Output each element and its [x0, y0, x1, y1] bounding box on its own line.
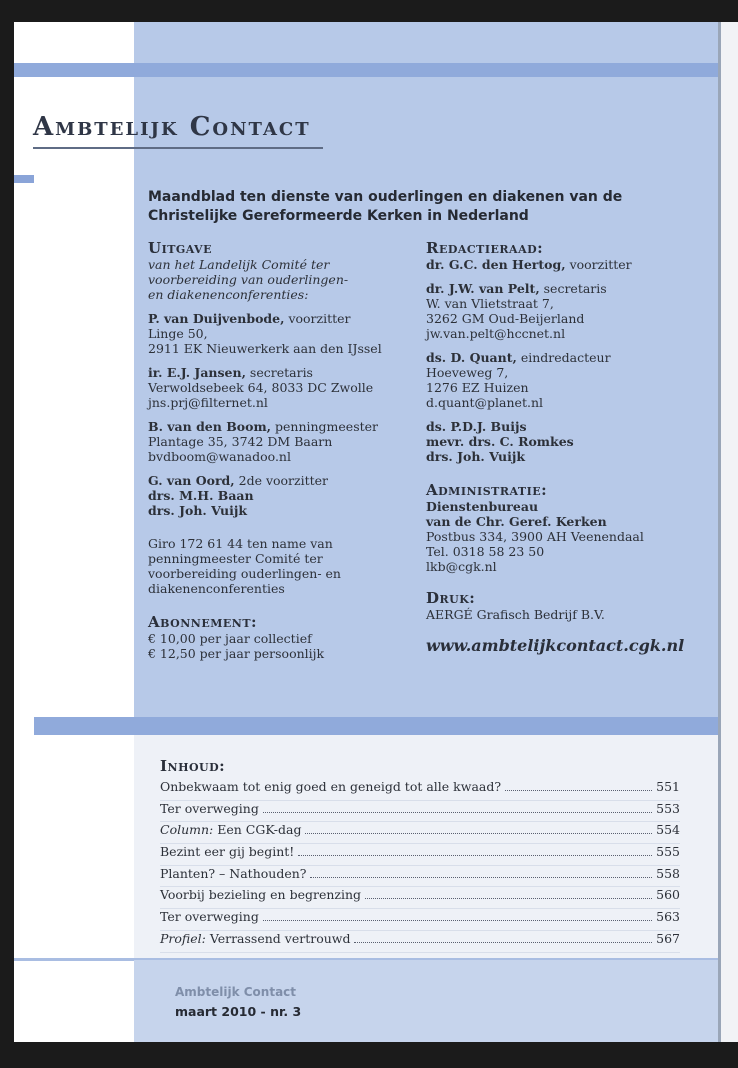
item-prefix: Column:	[160, 822, 214, 838]
item-page: 560	[656, 887, 680, 903]
member-name: G. van Oord,	[148, 473, 235, 488]
member-name: dr. J.W. van Pelt,	[426, 281, 540, 296]
address-line: Postbus 334, 3900 AH Veenendaal	[426, 529, 644, 544]
address-line: Linge 50,	[148, 326, 208, 341]
member-block	[148, 311, 406, 356]
redactieraad-heading: Redactieraad:	[426, 239, 544, 257]
item-title: Ter overweging	[160, 800, 259, 816]
next-page-edge	[721, 22, 738, 1042]
abonnement-heading: Abonnement:	[148, 613, 258, 631]
contents-item[interactable]	[160, 822, 680, 844]
member-role: voorzitter	[284, 311, 351, 326]
member-block	[426, 350, 716, 410]
footer-title: Ambtelijk Contact	[175, 985, 297, 999]
item-prefix: Profiel:	[160, 930, 206, 946]
contents-item[interactable]	[160, 909, 680, 931]
organization-name: van de Chr. Geref. Kerken	[426, 514, 607, 529]
contents-item[interactable]	[160, 887, 680, 909]
subtitle-line: Maandblad ten dienste van ouderlingen en diakenen van de	[148, 189, 623, 205]
address-line: Verwoldsebeek 64, 8033 DC Zwolle	[148, 380, 374, 395]
contents-list	[160, 779, 680, 953]
abonnement-section	[148, 614, 406, 661]
item-page: 567	[656, 930, 680, 946]
uitgave-intro	[148, 257, 406, 302]
member-block	[426, 281, 716, 341]
contents-item[interactable]	[160, 779, 680, 801]
intro-line: van het Landelijk Comité ter	[148, 257, 330, 272]
member-role: eindredacteur	[516, 350, 611, 365]
contents-item[interactable]	[160, 866, 680, 888]
giro-line: penningmeester Comité ter	[148, 551, 323, 566]
item-title: Ter overweging	[160, 909, 259, 925]
member-name: dr. G.C. den Hertog,	[426, 257, 566, 272]
address-line: W. van Vlietstraat 7,	[426, 296, 554, 311]
member-name: drs. Joh. Vuijk	[426, 449, 526, 464]
member-name: mevr. drs. C. Romkes	[426, 434, 574, 449]
dot-leader	[310, 877, 652, 878]
member-block	[148, 365, 406, 410]
email-link[interactable]: jns.prj@filternet.nl	[148, 395, 268, 410]
dot-leader	[263, 920, 652, 921]
druk-heading: Druk:	[426, 589, 476, 607]
email-link[interactable]: bvdboom@wanadoo.nl	[148, 449, 291, 464]
contents-item[interactable]	[160, 801, 680, 823]
member-name: drs. M.H. Baan	[148, 488, 254, 503]
contents-item[interactable]	[160, 931, 680, 953]
administratie-heading: Administratie:	[426, 481, 548, 499]
scan-border-bottom	[0, 1042, 738, 1068]
member-block	[148, 473, 406, 518]
masthead-title: Ambtelijk Contact	[33, 112, 311, 142]
giro-text	[148, 536, 406, 596]
price-line: € 10,00 per jaar collectief	[148, 631, 312, 646]
member-block	[426, 419, 716, 464]
address-line: 2911 EK Nieuwerkerk aan den IJssel	[148, 341, 382, 356]
member-name: ds. D. Quant,	[426, 350, 517, 365]
subtitle	[148, 188, 708, 226]
item-title: Voorbij bezieling en begrenzing	[160, 887, 362, 903]
item-title: Onbekwaam tot enig goed en geneigd tot alle kwaad?	[160, 779, 502, 794]
giro-line: Giro 172 61 44 ten name van	[148, 536, 333, 551]
item-page: 551	[656, 779, 680, 794]
address-line: Plantage 35, 3742 DM Baarn	[148, 434, 333, 449]
item-page: 554	[656, 822, 680, 838]
scan-border-left	[0, 0, 14, 1068]
address-line: 3262 GM Oud-Beijerland	[426, 311, 585, 326]
printer-line: AERGÉ Grafisch Bedrijf B.V.	[426, 607, 605, 622]
member-name: ds. P.D.J. Buijs	[426, 419, 527, 434]
item-title: Bezint eer gij begint!	[160, 844, 295, 860]
member-role: secretaris	[245, 365, 313, 380]
member-name: B. van den Boom,	[148, 419, 272, 434]
item-page: 563	[656, 909, 680, 925]
right-column	[426, 240, 716, 656]
member-role: 2de voorzitter	[234, 473, 329, 488]
dot-leader	[505, 790, 652, 791]
member-block	[148, 419, 406, 464]
dot-leader	[365, 898, 652, 899]
left-column	[148, 240, 406, 661]
giro-line: voorbereiding ouderlingen- en	[148, 566, 341, 581]
item-page: 553	[656, 800, 680, 816]
giro-line: diakenenconferenties	[148, 581, 285, 596]
dot-leader	[263, 812, 652, 813]
phone-line: Tel. 0318 58 23 50	[426, 544, 545, 559]
member-name: P. van Duijvenbode,	[148, 311, 285, 326]
item-page: 555	[656, 844, 680, 860]
side-mark	[14, 175, 34, 183]
scan-border-top	[0, 0, 738, 22]
member-role: voorzitter	[565, 257, 632, 272]
member-role: secretaris	[539, 281, 607, 296]
dot-leader	[354, 942, 652, 943]
contents-heading: Inhoud:	[160, 757, 226, 775]
address-line: Hoeveweg 7,	[426, 365, 509, 380]
email-link[interactable]: d.quant@planet.nl	[426, 395, 543, 410]
uitgave-heading: Uitgave	[148, 239, 212, 257]
administratie-section	[426, 482, 716, 574]
footer-panel	[134, 960, 718, 1042]
member-name: drs. Joh. Vuijk	[148, 503, 248, 518]
item-title: Planten? – Nathouden?	[160, 865, 307, 881]
email-link[interactable]: jw.van.pelt@hccnet.nl	[426, 326, 566, 341]
top-stripe	[14, 63, 718, 77]
druk-section	[426, 590, 716, 622]
dot-leader	[298, 855, 652, 856]
price-line: € 12,50 per jaar persoonlijk	[148, 646, 325, 661]
email-link[interactable]: lkb@cgk.nl	[426, 559, 497, 574]
issue-label: maart 2010 - nr. 3	[175, 1004, 302, 1019]
dot-leader	[305, 833, 652, 834]
item-title: Een CGK-dag	[213, 822, 302, 838]
item-page: 558	[656, 865, 680, 881]
middle-stripe	[34, 717, 718, 735]
contents-item[interactable]	[160, 844, 680, 866]
intro-line: en diakenenconferenties:	[148, 287, 309, 302]
member-role: penningmeester	[271, 419, 379, 434]
subtitle-line: Christelijke Gereformeerde Kerken in Nederland	[148, 208, 529, 224]
address-line: 1276 EZ Huizen	[426, 380, 529, 395]
website-link[interactable]: www.ambtelijkcontact.cgk.nl	[426, 636, 685, 655]
organization-name: Dienstenbureau	[426, 499, 539, 514]
intro-line: voorbereiding van ouderlingen-	[148, 272, 349, 287]
masthead-underline	[33, 147, 323, 149]
member-name: ir. E.J. Jansen,	[148, 365, 246, 380]
item-title: Verrassend vertrouwd	[205, 930, 351, 946]
